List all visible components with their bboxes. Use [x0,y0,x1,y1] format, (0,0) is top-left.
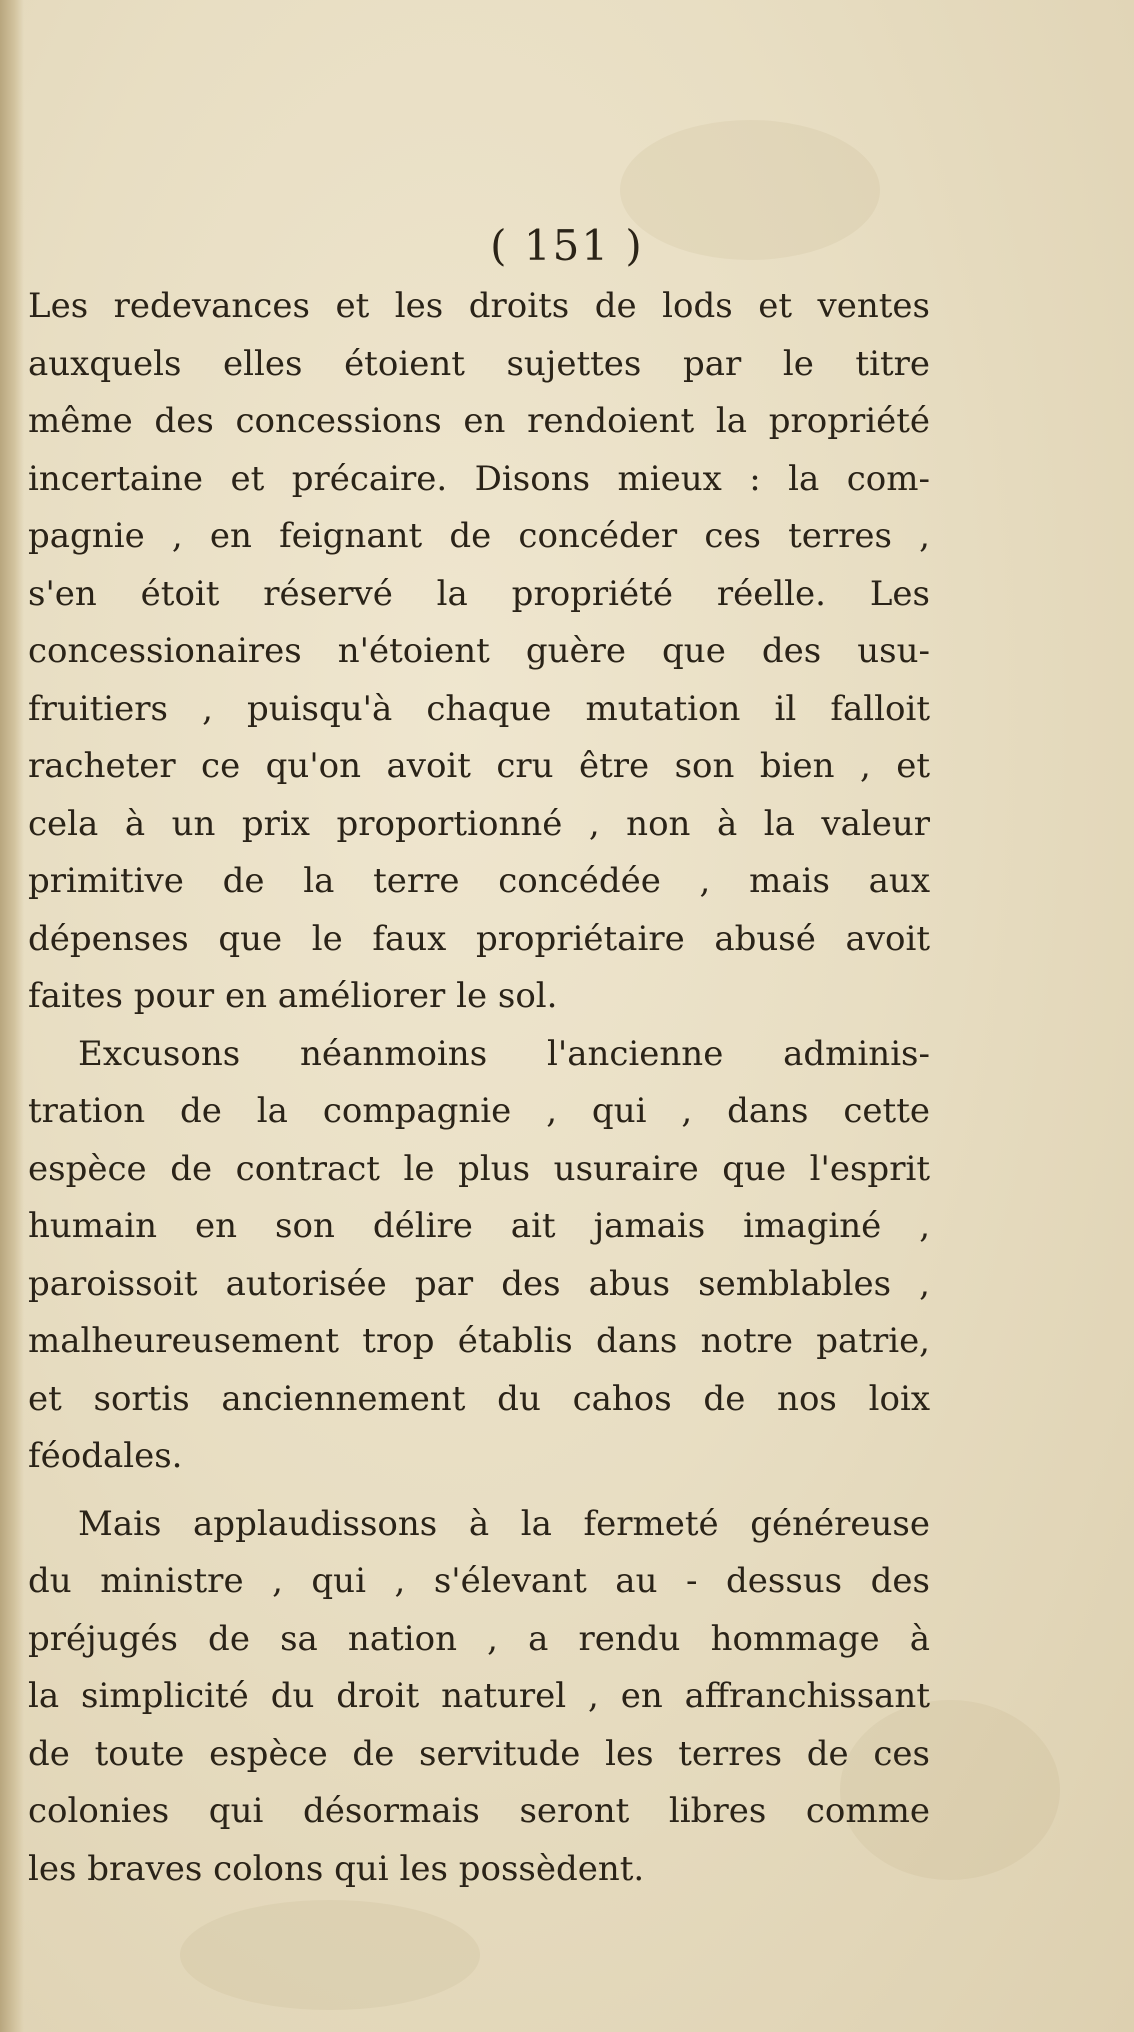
text-line: incertaine et précaire. Disons mieux : la com- [28,458,930,499]
body-text [28,278,930,1898]
text-line: la simplicité du droit naturel , en affranchissant [28,1676,930,1716]
text-line: Excusons néanmoins l'ancienne adminis- [78,1033,930,1074]
text-line: Mais applaudissons à la fermeté généreuse [78,1503,930,1544]
text-line: cela à un prix proportionné , non à la valeur [28,803,930,844]
text-line: et sortis anciennement du cahos de nos loix [28,1378,930,1419]
text-line: faites pour en améliorer le sol. [28,976,558,1016]
text-line: auxquels elles étoient sujettes par le titre [28,343,930,384]
text-line: féodales. [28,1436,183,1476]
text-line: de toute espèce de servitude les terres de ces [28,1733,930,1774]
paper-stain [180,1900,480,2010]
text-line: primitive de la terre concédée , mais aux [28,861,930,901]
text-line: Les redevances et les droits de lods et ventes [28,286,930,326]
text-line: préjugés de sa nation , a rendu hommage à [28,1618,930,1659]
text-line: fruitiers , puisqu'à chaque mutation il falloit [28,688,930,729]
text-line: les braves colons qui les possèdent. [28,1848,645,1889]
text-line: humain en son délire ait jamais imaginé , [28,1206,930,1246]
text-line: tration de la compagnie , qui , dans cette [28,1091,930,1131]
page-number: ( 151 ) [490,221,644,270]
text-line: colonies qui désormais seront libres comme [28,1791,930,1831]
text-line: du ministre , qui , s'élevant au - dessus des [28,1561,930,1601]
text-line: paroissoit autorisée par des abus semblables , [28,1263,930,1304]
text-line: racheter ce qu'on avoit cru être son bien , et [28,746,930,786]
text-line: malheureusement trop établis dans notre patrie, [28,1321,930,1361]
text-line: dépenses que le faux propriétaire abusé avoit [28,918,930,959]
text-line: même des concessions en rendoient la propriété [28,401,930,441]
paragraph-gap [28,1486,930,1496]
text-line: espèce de contract le plus usuraire que l'esprit [28,1148,930,1189]
text-line: pagnie , en feignant de concéder ces terres , [28,516,930,556]
text-line: concessionaires n'étoient guère que des usu- [28,631,930,671]
text-line: s'en étoit réservé la propriété réelle. Les [28,573,930,614]
binding-gutter [0,0,24,2032]
